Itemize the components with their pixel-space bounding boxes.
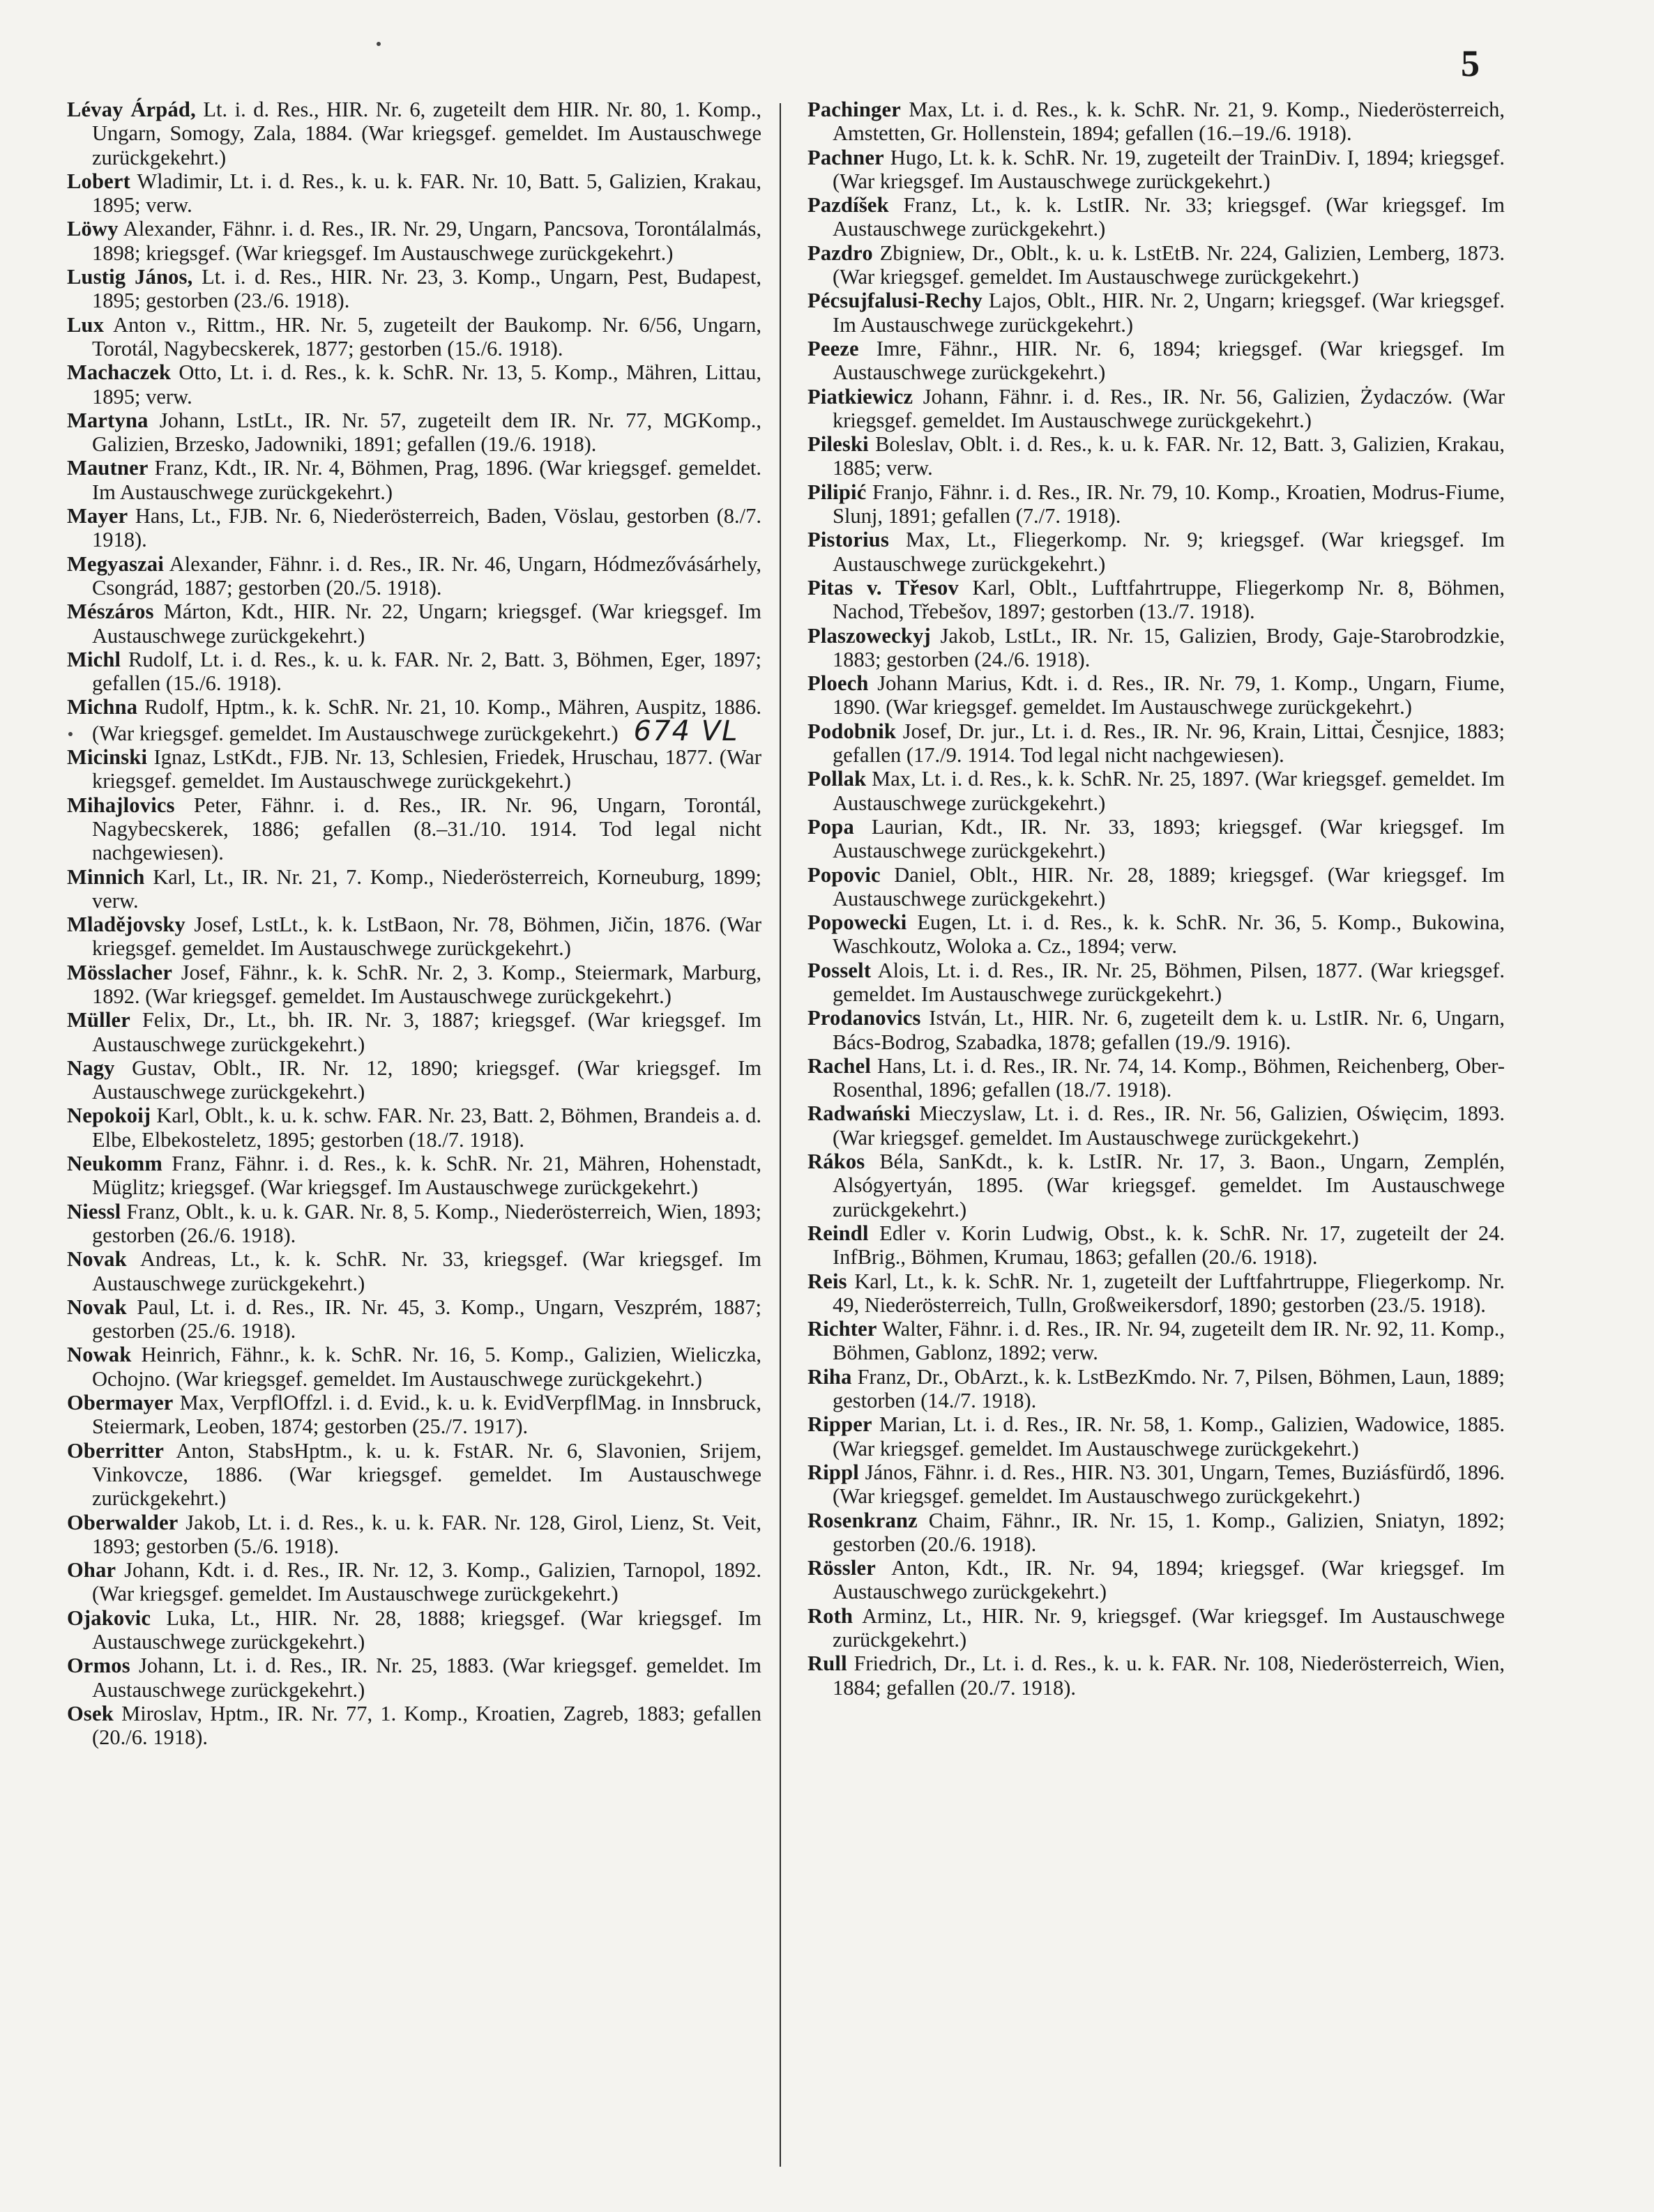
column-divider xyxy=(780,103,781,2167)
entry-surname: Lévay Árpád, xyxy=(67,98,196,121)
register-entry xyxy=(807,1412,1505,1460)
entry-surname: Mihajlovics xyxy=(67,793,175,817)
entry-details: Max, Lt., Fliegerkomp. Nr. 9; kriegsgef. (War kriegsgef. Im Austauschwege zurückgekehrt.) xyxy=(833,528,1505,576)
entry-details: Franz, Kdt., IR. Nr. 4, Böhmen, Prag, 1896. (War kriegsgef. gemeldet. Im Austauschwege zurückgekehrt.) xyxy=(92,456,761,504)
register-entry xyxy=(807,337,1505,385)
register-entry xyxy=(807,289,1505,337)
entry-details: Boleslav, Oblt. i. d. Res., k. u. k. FAR. Nr. 12, Batt. 3, Galizien, Krakau, 1885; verw. xyxy=(833,432,1505,480)
entry-surname: Ploech xyxy=(807,671,869,696)
entry-surname: Pazdro xyxy=(807,241,873,265)
entry-surname: Michl xyxy=(67,647,121,671)
register-entry xyxy=(807,624,1505,672)
register-entry xyxy=(807,1054,1505,1102)
register-entry xyxy=(807,98,1505,146)
entry-surname: Piatkiewicz xyxy=(807,384,913,409)
entry-details: Lt. i. d. Res., HIR. Nr. 23, 3. Komp., Ungarn, Pest, Budapest, 1895; gestorben (23./6. 1918). xyxy=(92,265,761,313)
entry-details: Karl, Oblt., Luftfahrtruppe, Fliegerkomp Nr. 8, Böhmen, Nachod, Třebešov, 1897; gestorben (13./7. 1918). xyxy=(833,575,1505,624)
entry-surname: Micinski xyxy=(67,745,148,770)
register-entry xyxy=(807,193,1505,241)
register-entry xyxy=(807,767,1505,815)
entry-details: Anton, Kdt., IR. Nr. 94, 1894; kriegsgef. (War kriegsgef. Im Austauschwego zurückgekehrt.) xyxy=(833,1556,1505,1604)
entry-surname: Lustig János, xyxy=(67,265,193,289)
entry-surname: Reis xyxy=(807,1269,847,1293)
entry-surname: Ormos xyxy=(67,1654,130,1678)
entry-details: Karl, Lt., IR. Nr. 21, 7. Komp., Niederösterreich, Korneuburg, 1899; verw. xyxy=(92,864,761,913)
register-entry xyxy=(807,1556,1505,1604)
register-entry xyxy=(67,695,761,745)
register-entry xyxy=(67,504,761,552)
register-entry xyxy=(67,1104,761,1152)
entry-surname: Oberwalder xyxy=(67,1510,179,1534)
entry-details: Josef, Dr. jur., Lt. i. d. Res., IR. Nr. 96, Krain, Littai, Česnjice, 1883; gefallen (17./9. 1914. Tod legal nicht nachgewiesen). xyxy=(833,719,1505,768)
register-entry xyxy=(67,913,761,961)
register-entry xyxy=(67,648,761,696)
register-entry xyxy=(67,169,761,218)
entry-surname: Lux xyxy=(67,312,105,337)
entry-surname: Rachel xyxy=(807,1053,871,1078)
entry-surname: Minnich xyxy=(67,864,145,889)
entry-surname: Novak xyxy=(67,1295,127,1319)
register-entry xyxy=(67,265,761,313)
register-entry xyxy=(807,671,1505,719)
entry-surname: Novak xyxy=(67,1247,127,1272)
register-entry xyxy=(67,1247,761,1295)
register-entry xyxy=(67,745,761,793)
entry-details: Felix, Dr., Lt., bh. IR. Nr. 3, 1887; kriegsgef. (War kriegsgef. Im Austauschwege zurückgekehrt.) xyxy=(92,1008,761,1056)
entry-surname: Podobnik xyxy=(807,719,897,743)
entry-details: Hans, Lt. i. d. Res., IR. Nr. 74, 14. Komp., Böhmen, Reichenberg, Ober-Rosenthal, 1896; gefallen (18./7. 1918). xyxy=(833,1053,1505,1102)
entry-details: Max, Lt. i. d. Res., k. k. SchR. Nr. 21, 9. Komp., Niederösterreich, Amstetten, Gr. Hollenstein, 1894; gefallen (16.–19./6. 1918). xyxy=(833,98,1505,146)
entry-details: Rudolf, Lt. i. d. Res., k. u. k. FAR. Nr. 2, Batt. 3, Böhmen, Eger, 1897; gefallen (15./6. 1918). xyxy=(92,647,761,696)
entry-surname: Martyna xyxy=(67,408,149,432)
entry-surname: Pileski xyxy=(807,432,869,457)
entry-details: Anton, StabsHptm., k. u. k. FstAR. Nr. 6, Slavonien, Srijem, Vinkovcze, 1886. (War kriegsgef. gemeldet. Im Austauschwege zurückgekehrt.) xyxy=(92,1438,761,1511)
speck xyxy=(377,42,381,46)
entry-details: Wladimir, Lt. i. d. Res., k. u. k. FAR. Nr. 10, Batt. 5, Galizien, Krakau, 1895; verw. xyxy=(92,169,761,218)
entry-details: Hans, Lt., FJB. Nr. 6, Niederösterreich, Baden, Vöslau, gestorben (8./7. 1918). xyxy=(92,504,761,552)
entry-details: Johann, Fähnr. i. d. Res., IR. Nr. 56, Galizien, Żydaczów. (War kriegsgef. gemeldet. Im Austauschwege zurückgekehrt.) xyxy=(833,384,1505,432)
entry-details: Johann, Kdt. i. d. Res., IR. Nr. 12, 3. Komp., Galizien, Tarnopol, 1892. (War kriegsgef. gemeldet. Im Austauschwege zurückgekehrt.) xyxy=(92,1558,761,1606)
register-entry xyxy=(807,1150,1505,1221)
entry-details: Arminz, Lt., HIR. Nr. 9, kriegsgef. (War kriegsgef. Im Austauschwege zurückgekehrt.) xyxy=(833,1603,1505,1652)
entry-details: Johann Marius, Kdt. i. d. Res., IR. Nr. 79, 1. Komp., Ungarn, Fiume, 1890. (War kriegsgef. gemeldet. Im Austauschwege zurückgekehrt.) xyxy=(833,671,1505,719)
entry-details: Rudolf, Hptm., k. k. SchR. Nr. 21, 10. Komp., Mähren, Auspitz, 1886. (War kriegsgef. gemeldet. Im Austauschwege zurückgekehrt.) xyxy=(92,695,761,745)
entry-details: Walter, Fähnr. i. d. Res., IR. Nr. 94, zugeteilt dem IR. Nr. 92, 11. Komp., Böhmen, Gablonz, 1892; verw. xyxy=(833,1317,1505,1365)
register-entry xyxy=(807,719,1505,768)
entry-details: Alexander, Fähnr. i. d. Res., IR. Nr. 29, Ungarn, Pancsova, Torontálalmás, 1898; kriegsgef. (War kriegsgef. Im Austauschwege zurückgekehrt.) xyxy=(92,217,761,265)
entry-surname: Michna xyxy=(67,695,138,719)
register-entry xyxy=(67,1511,761,1559)
entry-details: Gustav, Oblt., IR. Nr. 12, 1890; kriegsgef. (War kriegsgef. Im Austauschwege zurückgekehrt.) xyxy=(92,1055,761,1104)
entry-surname: Pitas v. Třesov xyxy=(807,575,959,600)
register-entry xyxy=(807,959,1505,1007)
entry-surname: Obermayer xyxy=(67,1391,174,1415)
entry-surname: Mautner xyxy=(67,456,149,480)
entry-details: Paul, Lt. i. d. Res., IR. Nr. 45, 3. Komp., Ungarn, Veszprém, 1887; gestorben (25./6. 1918). xyxy=(92,1295,761,1343)
entry-surname: Ripper xyxy=(807,1412,872,1437)
entry-surname: Rosenkranz xyxy=(807,1508,918,1532)
register-entry xyxy=(67,1702,761,1750)
entry-details: Laurian, Kdt., IR. Nr. 33, 1893; kriegsgef. (War kriegsgef. Im Austauschwege zurückgekehrt.) xyxy=(833,814,1505,863)
entry-surname: Ohar xyxy=(67,1558,116,1582)
register-entry xyxy=(807,1269,1505,1318)
entry-surname: Nepokoij xyxy=(67,1104,151,1128)
register-entry xyxy=(807,815,1505,863)
entry-details: Otto, Lt. i. d. Res., k. k. SchR. Nr. 13, 5. Komp., Mähren, Littau, 1895; verw. xyxy=(92,360,761,409)
entry-surname: Popowecki xyxy=(807,910,907,935)
register-entry xyxy=(67,1152,761,1200)
entry-details: Mieczyslaw, Lt. i. d. Res., IR. Nr. 56, Galizien, Oświęcim, 1893. (War kriegsgef. gemeldet. Im Austauschwege zurückgekehrt.) xyxy=(833,1101,1505,1150)
register-entry xyxy=(807,241,1505,289)
register-entry xyxy=(67,98,761,169)
entry-surname: Roth xyxy=(807,1603,853,1628)
entry-surname: Oberritter xyxy=(67,1438,165,1463)
register-entry xyxy=(807,385,1505,433)
entry-surname: Mészáros xyxy=(67,600,154,624)
entry-surname: Reindl xyxy=(807,1221,869,1245)
register-entry xyxy=(807,1509,1505,1557)
entry-surname: Posselt xyxy=(807,958,872,982)
register-entry xyxy=(67,1391,761,1439)
right-column xyxy=(807,98,1505,1700)
entry-details: Peter, Fähnr. i. d. Res., IR. Nr. 96, Ungarn, Torontál, Nagybecskerek, 1886; gefallen (8.–31./10. 1914. Tod legal nicht nachgewiesen). xyxy=(92,793,761,865)
entry-surname: Pistorius xyxy=(807,528,890,552)
entry-surname: Mladějovsky xyxy=(67,913,185,937)
register-entry xyxy=(67,961,761,1009)
entry-details: Hugo, Lt. k. k. SchR. Nr. 19, zugeteilt der TrainDiv. I, 1894; kriegsgef. (War kriegsgef. Im Austauschwege zurückgekehrt.) xyxy=(833,145,1505,193)
register-entry xyxy=(67,1558,761,1606)
entry-surname: Richter xyxy=(807,1317,877,1341)
entry-details: Daniel, Oblt., HIR. Nr. 28, 1889; kriegsgef. (War kriegsgef. Im Austauschwege zurückgekehrt.) xyxy=(833,862,1505,910)
entry-surname: Pazdíšek xyxy=(807,193,889,218)
register-entry xyxy=(67,456,761,504)
entry-details: Max, Lt. i. d. Res., k. k. SchR. Nr. 25, 1897. (War kriegsgef. gemeldet. Im Austauschwege zurückgekehrt.) xyxy=(833,767,1505,815)
entry-surname: Rippl xyxy=(807,1460,859,1484)
entry-details: Franz, Oblt., k. u. k. GAR. Nr. 8, 5. Komp., Niederösterreich, Wien, 1893; gestorben (26./6. 1918). xyxy=(92,1199,761,1247)
entry-details: Jakob, LstLt., IR. Nr. 15, Galizien, Brody, Gaje-Starobrodzkie, 1883; gestorben (24./6. 1918). xyxy=(833,623,1505,671)
entry-surname: Müller xyxy=(67,1008,130,1032)
entry-details: Eugen, Lt. i. d. Res., k. k. SchR. Nr. 36, 5. Komp., Bukowina, Waschkoutz, Woloka a. Cz., 1894; verw. xyxy=(833,910,1505,959)
entry-details: Franjo, Fähnr. i. d. Res., IR. Nr. 79, 10. Komp., Kroatien, Modrus-Fiume, Slunj, 1891; gefallen (7./7. 1918). xyxy=(833,480,1505,528)
entry-surname: Nagy xyxy=(67,1055,115,1080)
register-entry xyxy=(67,217,761,265)
register-entry xyxy=(807,1101,1505,1150)
register-entry xyxy=(67,1606,761,1654)
entry-surname: Rákos xyxy=(807,1150,865,1174)
entry-surname: Popa xyxy=(807,814,854,839)
entry-details: Heinrich, Fähnr., k. k. SchR. Nr. 16, 5. Komp., Galizien, Wieliczka, Ochojno. (War kriegsgef. gemeldet. Im Austauschwege zurückgekehrt.) xyxy=(92,1343,761,1391)
entry-details: Franz, Lt., k. k. LstIR. Nr. 33; kriegsgef. (War kriegsgef. Im Austauschwege zurückgekehrt.) xyxy=(833,193,1505,241)
entry-surname: Pachinger xyxy=(807,98,901,121)
handwritten-note: 674 VL xyxy=(633,715,739,747)
entry-details: Alexander, Fähnr. i. d. Res., IR. Nr. 46, Ungarn, Hódmezővásárhely, Csongrád, 1887; gestorben (20./5. 1918). xyxy=(92,551,761,600)
entry-surname: Löwy xyxy=(67,217,119,241)
register-entry xyxy=(67,552,761,600)
entry-surname: Pachner xyxy=(807,145,884,169)
entry-details: Johann, Lt. i. d. Res., IR. Nr. 25, 1883. (War kriegsgef. gemeldet. Im Austauschwege zurückgekehrt.) xyxy=(92,1654,761,1702)
register-entry xyxy=(67,600,761,648)
entry-details: Ignaz, LstKdt., FJB. Nr. 13, Schlesien, Friedek, Hruschau, 1877. (War kriegsgef. gemeldet. Im Austauschwege zurückgekehrt.) xyxy=(92,745,761,793)
register-entry xyxy=(807,432,1505,480)
register-entry xyxy=(67,409,761,457)
speck xyxy=(68,732,73,736)
register-entry xyxy=(67,1343,761,1391)
register-entry xyxy=(807,863,1505,911)
entry-details: Max, VerpflOffzl. i. d. Evid., k. u. k. EvidVerpflMag. in Innsbruck, Steiermark, Leoben, 1874; gestorben (25./7. 1917). xyxy=(92,1391,761,1439)
entry-surname: Lobert xyxy=(67,169,130,193)
entry-details: Josef, LstLt., k. k. LstBaon, Nr. 78, Böhmen, Jičin, 1876. (War kriegsgef. gemeldet. Im Austauschwege zurückgekehrt.) xyxy=(92,913,761,961)
register-entry xyxy=(67,865,761,913)
entry-details: Chaim, Fähnr., IR. Nr. 15, 1. Komp., Galizien, Sniatyn, 1892; gestorben (20./6. 1918). xyxy=(833,1508,1505,1556)
page-number: 5 xyxy=(1461,43,1480,84)
entry-surname: Mayer xyxy=(67,504,128,528)
entry-surname: Niessl xyxy=(67,1199,121,1223)
entry-details: Lajos, Oblt., HIR. Nr. 2, Ungarn; kriegsgef. (War kriegsgef. Im Austauschwege zurückgekehrt.) xyxy=(833,289,1505,337)
entry-details: Jakob, Lt. i. d. Res., k. u. k. FAR. Nr. 128, Girol, Lienz, St. Veit, 1893; gestorben (5./6. 1918). xyxy=(92,1510,761,1558)
entry-details: Béla, SanKdt., k. k. LstIR. Nr. 17, 3. Baon., Ungarn, Zemplén, Alsógyertyán, 1895. (War kriegsgef. gemeldet. Im Austauschwege zurückgekehrt.) xyxy=(833,1150,1505,1221)
entry-surname: Plaszoweckyj xyxy=(807,623,931,648)
entry-surname: Radwański xyxy=(807,1101,911,1126)
register-entry xyxy=(807,910,1505,959)
register-entry xyxy=(67,360,761,409)
entry-surname: Popovic xyxy=(807,862,881,887)
entry-surname: Riha xyxy=(807,1364,852,1389)
register-entry xyxy=(67,1008,761,1056)
register-entry xyxy=(67,1295,761,1343)
entry-surname: Ojakovic xyxy=(67,1605,151,1630)
entry-details: Anton v., Rittm., HR. Nr. 5, zugeteilt der Baukomp. Nr. 6/56, Ungarn, Torotál, Nagybecskerek, 1877; gestorben (15./6. 1918). xyxy=(92,312,761,360)
entry-surname: Prodanovics xyxy=(807,1006,921,1030)
register-entry xyxy=(807,1604,1505,1652)
entry-details: Friedrich, Dr., Lt. i. d. Res., k. u. k. FAR. Nr. 108, Niederösterreich, Wien, 1884; gefallen (20./7. 1918). xyxy=(833,1652,1505,1700)
register-entry xyxy=(67,1439,761,1511)
register-entry xyxy=(807,1317,1505,1365)
entry-details: István, Lt., HIR. Nr. 6, zugeteilt dem k. u. LstIR. Nr. 6, Ungarn, Bács-Bodrog, Szabadka, 1878; gefallen (19./9. 1916). xyxy=(833,1006,1505,1054)
entry-details: Josef, Fähnr., k. k. SchR. Nr. 2, 3. Komp., Steiermark, Marburg, 1892. (War kriegsgef. gemeldet. Im Austauschwege zurückgekehrt.) xyxy=(92,960,761,1008)
entry-surname: Peeze xyxy=(807,336,859,360)
register-entry xyxy=(67,313,761,361)
register-entry xyxy=(807,1365,1505,1413)
entry-details: Franz, Fähnr. i. d. Res., k. k. SchR. Nr. 21, Mähren, Hohenstadt, Müglitz; kriegsgef. (War kriegsgef. Im Austauschwege zurückgekehrt.) xyxy=(92,1152,761,1200)
left-column xyxy=(67,98,761,1749)
entry-details: Karl, Lt., k. k. SchR. Nr. 1, zugeteilt der Luftfahrtruppe, Fliegerkomp. Nr. 49, Niederösterreich, Tulln, Großweikersdorf, 1890; gestorben (23./5. 1918). xyxy=(833,1269,1505,1317)
entry-details: János, Fähnr. i. d. Res., HIR. N3. 301, Ungarn, Temes, Buziásfürdő, 1896. (War kriegsgef. gemeldet. Im Austauschwego zurückgekehrt.) xyxy=(833,1460,1505,1509)
entry-surname: Megyaszai xyxy=(67,551,165,576)
entry-details: Lt. i. d. Res., HIR. Nr. 6, zugeteilt dem HIR. Nr. 80, 1. Komp., Ungarn, Somogy, Zala, 1884. (War kriegsgef. gemeldet. Im Austauschwege zurückgekehrt.) xyxy=(92,98,761,169)
register-entry xyxy=(807,1221,1505,1269)
register-entry xyxy=(807,1006,1505,1054)
entry-details: Marian, Lt. i. d. Res., IR. Nr. 58, 1. Komp., Galizien, Wadowice, 1885. (War kriegsgef. gemeldet. Im Austauschwege zurückgekehrt.) xyxy=(833,1412,1505,1460)
entry-surname: Pilipić xyxy=(807,480,867,504)
register-entry xyxy=(67,1200,761,1248)
entry-surname: Machaczek xyxy=(67,360,172,385)
entry-details: Márton, Kdt., HIR. Nr. 22, Ungarn; kriegsgef. (War kriegsgef. Im Austauschwege zurückgekehrt.) xyxy=(92,600,761,648)
register-entry xyxy=(807,1652,1505,1700)
register-entry xyxy=(67,1056,761,1104)
register-entry xyxy=(807,1460,1505,1509)
entry-surname: Pécsujfalusi-Rechy xyxy=(807,289,982,313)
entry-details: Franz, Dr., ObArzt., k. k. LstBezKmdo. Nr. 7, Pilsen, Böhmen, Laun, 1889; gestorben (14./7. 1918). xyxy=(833,1364,1505,1413)
entry-surname: Neukomm xyxy=(67,1152,162,1176)
entry-details: Karl, Oblt., k. u. k. schw. FAR. Nr. 23, Batt. 2, Böhmen, Brandeis a. d. Elbe, Elbekosteletz, 1895; gestorben (18./7. 1918). xyxy=(92,1104,761,1152)
register-entry xyxy=(67,793,761,865)
entry-surname: Mösslacher xyxy=(67,960,173,984)
entry-details: Andreas, Lt., k. k. SchR. Nr. 33, kriegsgef. (War kriegsgef. Im Austauschwege zurückgekehrt.) xyxy=(92,1247,761,1295)
register-entry xyxy=(67,1654,761,1702)
entry-details: Luka, Lt., HIR. Nr. 28, 1888; kriegsgef. (War kriegsgef. Im Austauschwege zurückgekehrt.) xyxy=(92,1605,761,1654)
register-entry xyxy=(807,576,1505,624)
entry-details: Zbigniew, Dr., Oblt., k. u. k. LstEtB. Nr. 224, Galizien, Lemberg, 1873. (War kriegsgef. gemeldet. Im Austauschwege zurückgekehrt.) xyxy=(833,241,1505,289)
entry-details: Miroslav, Hptm., IR. Nr. 77, 1. Komp., Kroatien, Zagreb, 1883; gefallen (20./6. 1918). xyxy=(92,1701,761,1750)
entry-surname: Rull xyxy=(807,1652,847,1676)
register-entry xyxy=(807,146,1505,194)
register-entry xyxy=(807,528,1505,576)
entry-details: Alois, Lt. i. d. Res., IR. Nr. 25, Böhmen, Pilsen, 1877. (War kriegsgef. gemeldet. Im Austauschwege zurückgekehrt.) xyxy=(833,958,1505,1006)
register-entry xyxy=(807,480,1505,528)
entry-surname: Nowak xyxy=(67,1343,132,1367)
entry-details: Imre, Fähnr., HIR. Nr. 6, 1894; kriegsgef. (War kriegsgef. Im Austauschwege zurückgekehrt.) xyxy=(833,336,1505,385)
entry-surname: Pollak xyxy=(807,767,867,791)
entry-surname: Osek xyxy=(67,1701,114,1725)
entry-details: Edler v. Korin Ludwig, Obst., k. k. SchR. Nr. 17, zugeteilt der 24. InfBrig., Böhmen, Krumau, 1863; gefallen (20./6. 1918). xyxy=(833,1221,1505,1269)
entry-details: Johann, LstLt., IR. Nr. 57, zugeteilt dem IR. Nr. 77, MGKomp., Galizien, Brzesko, Jadowniki, 1891; gefallen (19./6. 1918). xyxy=(92,408,761,457)
entry-surname: Rössler xyxy=(807,1556,876,1580)
